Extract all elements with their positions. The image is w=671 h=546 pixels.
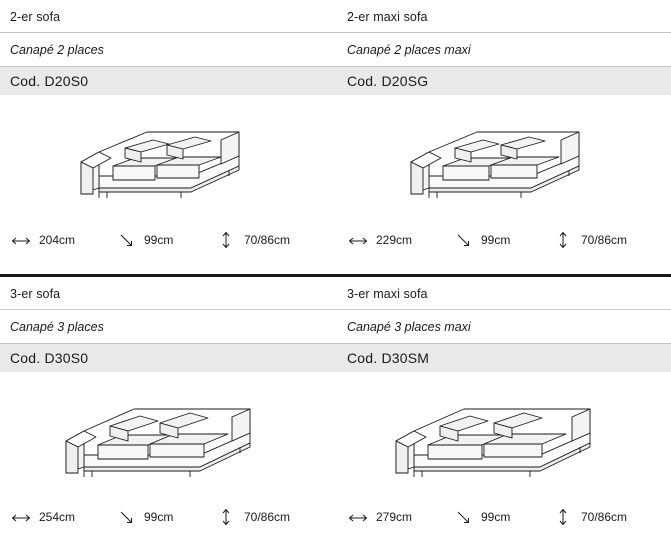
dimension-width <box>10 510 115 524</box>
width-value: 229cm <box>376 233 413 247</box>
product-cell-3er-sofa <box>0 277 337 546</box>
horizontal-double-arrow-icon <box>10 511 32 524</box>
dimension-width <box>10 233 115 247</box>
product-code: Cod. D20S0 <box>10 73 89 89</box>
dimension-row <box>337 231 671 249</box>
width-value: 204cm <box>39 233 76 247</box>
depth-value: 99cm <box>144 510 174 524</box>
product-cell-2er-maxi-sofa <box>337 0 671 277</box>
product-name-de: 3-er sofa <box>10 287 61 301</box>
horizontal-double-arrow-icon <box>10 234 32 247</box>
diagonal-arrow-icon <box>452 233 474 248</box>
diagonal-arrow-icon <box>115 510 137 525</box>
product-code-band <box>337 344 671 372</box>
dimension-depth <box>115 510 215 525</box>
sofa-illustration <box>0 372 337 508</box>
dimension-height <box>552 231 662 249</box>
height-value: 70/86cm <box>581 233 628 247</box>
dimension-depth <box>452 233 552 248</box>
product-code-band <box>0 344 337 372</box>
dimension-width <box>347 233 452 247</box>
product-name-de: 2-er maxi sofa <box>347 10 428 24</box>
product-name-fr: Canapé 3 places <box>10 320 104 334</box>
depth-value: 99cm <box>144 233 174 247</box>
vertical-double-arrow-icon <box>552 231 574 249</box>
dimension-height <box>215 231 325 249</box>
product-cell-2er-sofa <box>0 0 337 277</box>
product-name-fr: Canapé 2 places <box>10 43 104 57</box>
dimension-height <box>215 508 325 526</box>
sofa-illustration <box>0 95 337 231</box>
vertical-double-arrow-icon <box>215 231 237 249</box>
height-value: 70/86cm <box>244 510 291 524</box>
horizontal-double-arrow-icon <box>347 511 369 524</box>
width-value: 254cm <box>39 510 76 524</box>
product-code-band <box>0 67 337 95</box>
height-value: 70/86cm <box>581 510 628 524</box>
dimension-height <box>552 508 662 526</box>
width-value: 279cm <box>376 510 413 524</box>
product-name-fr: Canapé 3 places maxi <box>347 320 471 334</box>
diagonal-arrow-icon <box>452 510 474 525</box>
dimension-width <box>347 510 452 524</box>
product-code-band <box>337 67 671 95</box>
vertical-double-arrow-icon <box>215 508 237 526</box>
vertical-double-arrow-icon <box>552 508 574 526</box>
height-value: 70/86cm <box>244 233 291 247</box>
dimension-row <box>0 508 337 526</box>
sofa-illustration <box>337 95 671 231</box>
dimension-row <box>337 508 671 526</box>
depth-value: 99cm <box>481 233 511 247</box>
product-code: Cod. D30SM <box>347 350 430 366</box>
horizontal-double-arrow-icon <box>347 234 369 247</box>
product-code: Cod. D30S0 <box>10 350 89 366</box>
dimension-depth <box>452 510 552 525</box>
depth-value: 99cm <box>481 510 511 524</box>
product-code: Cod. D20SG <box>347 73 429 89</box>
diagonal-arrow-icon <box>115 233 137 248</box>
product-name-fr: Canapé 2 places maxi <box>347 43 471 57</box>
product-cell-3er-maxi-sofa <box>337 277 671 546</box>
dimension-depth <box>115 233 215 248</box>
product-name-de: 2-er sofa <box>10 10 61 24</box>
product-name-de: 3-er maxi sofa <box>347 287 428 301</box>
dimension-row <box>0 231 337 249</box>
sofa-illustration <box>337 372 671 508</box>
